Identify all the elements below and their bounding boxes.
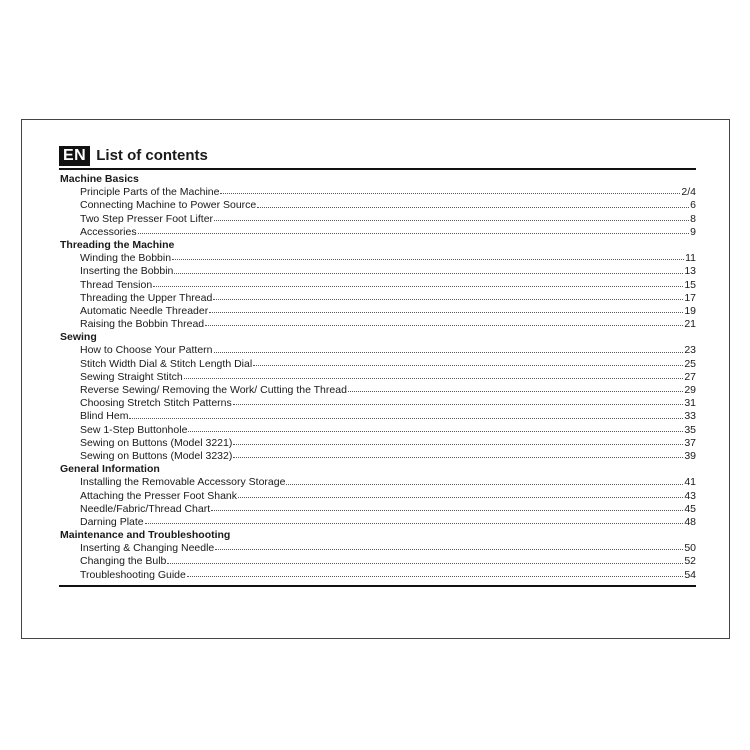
dot-leader bbox=[172, 258, 684, 260]
toc-entry-label: Attaching the Presser Foot Shank bbox=[80, 489, 238, 502]
toc-entry-label: Accessories bbox=[80, 225, 137, 238]
dot-leader bbox=[167, 562, 683, 564]
dot-leader bbox=[209, 311, 683, 313]
toc-entry-page: 54 bbox=[684, 568, 696, 581]
toc-entry-page: 13 bbox=[684, 265, 696, 278]
toc-entry bbox=[60, 555, 696, 568]
toc-entry-page: 21 bbox=[684, 318, 696, 331]
toc-entry-page: 35 bbox=[684, 423, 696, 436]
toc-entry-page: 17 bbox=[684, 291, 696, 304]
toc-entry-page: 9 bbox=[690, 225, 696, 238]
toc-entry bbox=[60, 252, 696, 265]
dot-leader bbox=[238, 496, 683, 498]
dot-leader bbox=[215, 548, 683, 550]
toc-entry-label: Sewing on Buttons (Model 3221) bbox=[80, 436, 233, 449]
section-heading: Threading the Machine bbox=[60, 238, 175, 251]
dot-leader bbox=[184, 377, 684, 379]
toc-entry-page: 39 bbox=[684, 449, 696, 462]
toc-entry bbox=[60, 384, 696, 397]
toc-entry-label: Stitch Width Dial & Stitch Length Dial bbox=[80, 357, 253, 370]
toc-entry-page: 31 bbox=[684, 397, 696, 410]
toc-entry bbox=[60, 516, 696, 529]
dot-leader bbox=[205, 324, 683, 326]
toc-entry-label: Darning Plate bbox=[80, 515, 144, 528]
toc-entry bbox=[60, 199, 696, 212]
toc-entry bbox=[60, 292, 696, 305]
toc-entry-label: Principle Parts of the Machine bbox=[80, 186, 220, 199]
toc-entry bbox=[60, 265, 696, 278]
dot-leader bbox=[138, 232, 690, 234]
toc-entry-label: Changing the Bulb bbox=[80, 555, 167, 568]
toc-entry bbox=[60, 305, 696, 318]
toc-entry-label: Sewing on Buttons (Model 3232) bbox=[80, 449, 233, 462]
toc-entry-label: Winding the Bobbin bbox=[80, 252, 172, 265]
toc-entry-page: 19 bbox=[684, 304, 696, 317]
toc-entry-page: 29 bbox=[684, 384, 696, 396]
table-of-contents bbox=[60, 173, 696, 582]
toc-entry-label: Sewing Straight Stitch bbox=[80, 370, 183, 383]
toc-entry bbox=[60, 542, 696, 555]
toc-entry-label: Installing the Removable Accessory Storage bbox=[80, 476, 286, 489]
dot-leader bbox=[187, 575, 683, 577]
toc-entry-page: 52 bbox=[684, 555, 696, 568]
toc-entry-page: 43 bbox=[684, 489, 696, 502]
toc-entry bbox=[60, 410, 696, 423]
toc-entry-page: 6 bbox=[690, 199, 696, 212]
dot-leader bbox=[233, 443, 683, 445]
toc-entry-page: 27 bbox=[684, 370, 696, 383]
toc-entry-page: 48 bbox=[684, 515, 696, 528]
toc-entry bbox=[60, 490, 696, 503]
toc-entry-label: Troubleshooting Guide bbox=[80, 568, 186, 581]
toc-entry-label: Thread Tension bbox=[80, 278, 153, 291]
toc-entry-label: How to Choose Your Pattern bbox=[80, 344, 213, 357]
dot-leader bbox=[145, 522, 684, 524]
toc-entry bbox=[60, 371, 696, 384]
toc-entry-label: Blind Hem bbox=[80, 410, 129, 423]
toc-entry bbox=[60, 397, 696, 410]
dot-leader bbox=[153, 285, 683, 287]
toc-entry-page: 33 bbox=[684, 410, 696, 423]
bottom-divider bbox=[59, 585, 696, 587]
toc-entry-page: 41 bbox=[684, 476, 696, 489]
language-badge: EN bbox=[59, 146, 90, 166]
toc-entry-label: Reverse Sewing/ Removing the Work/ Cutting the Thread bbox=[80, 384, 347, 396]
dot-leader bbox=[233, 456, 683, 458]
toc-entry-page: 37 bbox=[684, 436, 696, 449]
toc-entry bbox=[60, 437, 696, 450]
toc-header bbox=[59, 146, 696, 170]
dot-leader bbox=[211, 509, 683, 511]
section-heading: Sewing bbox=[60, 331, 97, 344]
dot-leader bbox=[257, 206, 689, 208]
toc-entry bbox=[60, 569, 696, 582]
toc-entry bbox=[60, 279, 696, 292]
toc-entry-page: 50 bbox=[684, 542, 696, 555]
toc-entry bbox=[60, 424, 696, 437]
section-heading: General Information bbox=[60, 463, 160, 476]
page-title: List of contents bbox=[96, 147, 208, 164]
toc-entry-page: 11 bbox=[685, 252, 696, 265]
dot-leader bbox=[174, 272, 683, 274]
section-heading: Maintenance and Troubleshooting bbox=[60, 529, 231, 542]
toc-entry bbox=[60, 344, 696, 357]
dot-leader bbox=[253, 364, 683, 366]
toc-entry-page: 15 bbox=[684, 278, 696, 291]
toc-entry bbox=[60, 476, 696, 489]
toc-entry-label: Inserting & Changing Needle bbox=[80, 542, 215, 555]
toc-entry-label: Raising the Bobbin Thread bbox=[80, 318, 205, 331]
toc-entry bbox=[60, 318, 696, 331]
toc-entry bbox=[60, 503, 696, 516]
toc-entry bbox=[60, 450, 696, 463]
section-heading: Machine Basics bbox=[60, 173, 139, 185]
toc-entry-label: Automatic Needle Threader bbox=[80, 304, 209, 317]
toc-entry-page: 23 bbox=[684, 344, 696, 357]
toc-entry-label: Inserting the Bobbin bbox=[80, 265, 174, 278]
toc-entry-label: Needle/Fabric/Thread Chart bbox=[80, 502, 211, 515]
toc-entry-label: Connecting Machine to Power Source bbox=[80, 199, 257, 212]
toc-entry-page: 8 bbox=[690, 212, 696, 225]
toc-entry-label: Threading the Upper Thread bbox=[80, 291, 213, 304]
dot-leader bbox=[213, 298, 683, 300]
toc-entry bbox=[60, 358, 696, 371]
dot-leader bbox=[214, 219, 689, 221]
toc-entry bbox=[60, 226, 696, 239]
toc-entry-label: Two Step Presser Foot Lifter bbox=[80, 212, 214, 225]
toc-entry bbox=[60, 186, 696, 199]
dot-leader bbox=[188, 430, 683, 432]
toc-entry-label: Choosing Stretch Stitch Patterns bbox=[80, 397, 232, 410]
dot-leader bbox=[233, 403, 684, 405]
dot-leader bbox=[220, 192, 680, 194]
toc-entry-page: 25 bbox=[684, 357, 696, 370]
dot-leader bbox=[214, 351, 684, 353]
dot-leader bbox=[286, 483, 683, 485]
dot-leader bbox=[129, 417, 683, 419]
toc-entry bbox=[60, 213, 696, 226]
toc-entry-page: 45 bbox=[684, 502, 696, 515]
dot-leader bbox=[348, 390, 683, 392]
toc-entry-label: Sew 1-Step Buttonhole bbox=[80, 423, 188, 436]
toc-entry-page: 2/4 bbox=[681, 186, 696, 199]
